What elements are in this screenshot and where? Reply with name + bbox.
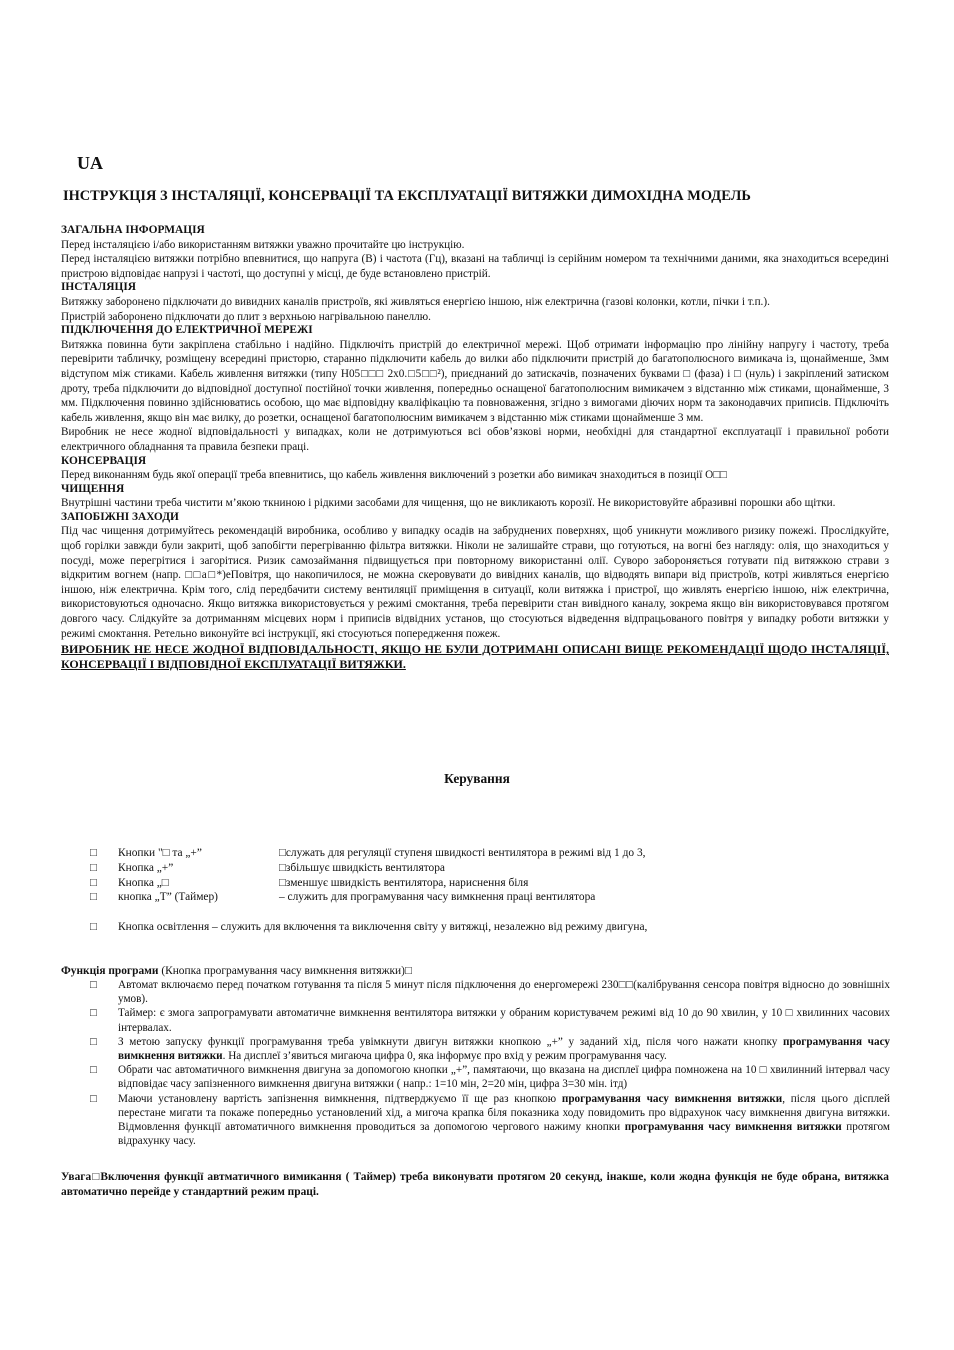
bullet-icon: □: [90, 1035, 97, 1048]
list-item-text: . На дисплеї з’явиться мигаюча цифра 0, яка інформує про вхід у режим програмування часу.: [222, 1050, 667, 1063]
paragraph: Витяжка повинна бути закріплена стабільно і надійно. Підключіть пристрій до електричної мережі. Щоб отримати інформацію про лінійну напругу і частоту, треба перевірити табличку, розміщену всередині присторю, старанно підключити кабель до вилки або підключити пристрій до багатополюсного вимикача із, щонайменше, 3мм відступом між стиками. Кабель живлення витяжки (типу H05□□□ 2x0.□5□□²), приєднаний до затискачів, позначених буквами □ (фаза) і □ (нуль) і закріплений затиском дроту, треба підключити до відповідної доступної постійної точки живлення, попередньо оснащеної багатополюсним вимикачем з відстанню між стиками, щонайменше, 3 мм. Підключення повинно здійснюватись особою, що має відповідну кваліфікацію та повноваження, згідно з вимогами діючих норм та законодавчих приписів. Підключіть кабель живлення, якщо він має вилку, до розетки, оснащеної багатополюсним вимикачем з відстанню між стиками щонайменше 3 мм.: [61, 338, 889, 424]
controls-title: Керування: [444, 771, 510, 786]
program-title: [61, 964, 412, 979]
list-item-text: Автомат включаємо перед початком готування та після 5 минут після підключення до енергомережі 230□□(калібрування сенсора повітря відносно до зовнішніх умов).: [118, 979, 890, 1006]
timer-note: Увага□Включення функції автматичного вимикання ( Таймер) треба виконувати протягом 20 секунд, інакше, коли жодна функція не буде обрана, витяжка автоматично перейде у стандартний режим праці.: [61, 1171, 889, 1198]
paragraph: Перед інсталяцією і/або використанням витяжки уважно прочитайте цю інструкцію.: [61, 238, 465, 251]
list-item-text: З метою запуску функції програмування треба увімкнути двигун витяжки кнопкою „+” у заданий хід, після чого нажати кнопку: [118, 1035, 784, 1048]
list-item: [90, 1035, 890, 1063]
list-item-text: Обрати час автоматичного вимкнення двигуна за допомогою кнопки „+”, памятаючи, що вказана на дисплеї цифра помножена на 10 □ хвилинний інтервал часу відповідає часу запізненного вимкнення двигуна витяжки ( напр.: 1=10 мін, 2=20 мін, цифра 3=30 мін. ітд): [118, 1064, 890, 1091]
document-title: ІНСТРУКЦІЯ З ІНСТАЛЯЦІЇ, КОНСЕРВАЦІЇ ТА ЕКСПЛУАТАЦІЇ ВИТЯЖКИ ДИМОХІДНА МОДЕЛЬ: [63, 188, 751, 204]
bullet-icon: □: [90, 877, 97, 889]
bullet-icon: □: [90, 921, 97, 933]
liability-warning: ВИРОБНИК НЕ НЕСЕ ЖОДНОЇ ВІДПОВІДАЛЬНОСТІ, ЯКЩО НЕ БУЛИ ДОТРИМАНІ ОПИСАНІ ВИЩЕ РЕКОМЕНДАЦІЇ ЩОДО ІНСТАЛЯЦІЇ, КОНСЕРВАЦІЇ І ВІДПОВІДНОЇ ЕКСПЛУАТАЦІЇ ВИТЯЖКИ.: [61, 642, 889, 672]
section-heading-maintenance: КОНСЕРВАЦІЯ: [61, 454, 147, 467]
bullet-icon: □: [90, 1007, 97, 1020]
program-title-rest: (Кнопка програмування часу вимкнення витяжки)□: [158, 965, 412, 977]
control-description: □збільшує швидкість вентилятора: [279, 862, 445, 874]
program-title-bold: Функція програми: [61, 965, 159, 977]
list-item: [90, 1092, 890, 1149]
section-heading-general: ЗАГАЛЬНА ІНФОРМАЦІЯ: [61, 224, 205, 236]
control-description: Кнопка освітлення – служить для включення та виключення світу у витяжці, незалежно від режиму двигуна,: [118, 921, 648, 933]
document-body: [61, 224, 889, 672]
control-label: кнопка „T” (Таймер): [118, 891, 218, 903]
control-label: Кнопка „□: [118, 877, 169, 889]
bullet-icon: □: [90, 862, 97, 874]
list-item-text: Таймер: є змога запрограмувати автоматичне вимкнення вентилятора витяжки у обраним користувачем режимі від 10 до 90 хвилин, у 10 □ хвилинних часових інтервалах.: [118, 1007, 890, 1034]
paragraph: Перед виконанням будь якої операції треба впевнитись, що кабель живлення виключений з розетки або вимикач знаходиться в позиції O□□: [61, 469, 727, 482]
list-item-bold: програмування часу вимкнення витяжки: [624, 1121, 842, 1134]
paragraph: Пристрій заборонено підключати до плит з верхньою нагрівальною панеллю.: [61, 310, 431, 323]
section-heading-cleaning: ЧИЩЕННЯ: [61, 482, 125, 495]
paragraph: Виробник не несе жодної відповідальності у випадках, коли не дотримуються всі обов’язкові норми, необхідні для стандартної експлуатації і правильної роботи електричного обладнання та правила безпеки праці.: [61, 426, 889, 453]
bullet-icon: □: [90, 979, 97, 991]
control-description: – служить для програмування часу вимкнення праці вентилятора: [279, 891, 596, 903]
list-item: [90, 1063, 890, 1091]
language-code: UA: [77, 153, 103, 173]
bullet-icon: □: [90, 1092, 97, 1105]
list-item: [90, 1006, 890, 1034]
bullet-icon: □: [90, 1064, 97, 1077]
list-item-text: протягом відрахунку часу.: [118, 1121, 890, 1148]
paragraph: Перед інсталяцією витяжки потрібно впевнитися, що напруга (В) і частота (Гц), вказані на табличці із серійним номером та технічними даними, яка знаходиться всередині пристрою відповідає напрузі і частоті, що доступні у місці, де буде встановлено пристрій.: [61, 253, 889, 280]
list-item-text: Маючи установлену вартість запізнення вимкнення, підтверджуємо її ще раз кнопкою: [118, 1092, 562, 1105]
control-description: □зменшує швидкість вентилятора, нариснення біля: [279, 877, 529, 889]
section-heading-installation: ІНСТАЛЯЦІЯ: [61, 281, 137, 294]
section-heading-electrical: ПІДКЛЮЧЕННЯ ДО ЕЛЕКТРИЧНОЇ МЕРЕЖІ: [61, 324, 313, 337]
section-heading-precautions: ЗАПОБІЖНІ ЗАХОДИ: [61, 510, 179, 523]
list-item: [90, 978, 890, 1006]
list-item-bold: програмування часу вимкнення витяжки: [561, 1092, 783, 1105]
list-item-text: , після цього дісплей перестане мигати та покаже попередньо установлений хід, а мигоча крапка біля показника ходу повидомить про відрахунок часу вимкнення двигуна витяжки. Відмовлення функції автоматичного вимкнення проводиться за допомогою чергового нажиму кнопки: [118, 1092, 890, 1134]
paragraph: Під час чищення дотримуйтесь рекомендацій виробника, особливо у випадку осадів на забруднених поверхнях, щоб уникнути можливого ризику пожежі. Прослідкуйте, щоб горілки завжди були закриті, щоб запобігти перегріванню фільтра витяжки. Ніколи не залишайте страви, що готуються, на вогні без нагляду: олія, що знаходиться у посуді, може перегрітися і загорітися. Ризик самозаймання підвищується при повторному використанні олії. Суворо забороняється готувати під витяжкою страви з відкритим вогнем (напр. □□а□*)еПовітря, що накопичилося, не можна скеровувати до вивідних каналів, що відводять випари від пристроїв, котрі живляться енергією іншою, ніж електрична. Крім того, слід передбачити систему вентиляції приміщення в ситуації, коли витяжка і пристрої, що живлять енергією іншою, ніж електрична, використовуються одночасно. Якщо витяжка використовується у режимі смоктання, треба перевірити стан вивідного каналу, зокрема якщо він використовувався протягом довгого часу. Слідкуйте за дотриманням місцевих норм і приписів відвідних установ, що стосуються відведення відпрацьованого повітря у випадку роботи витяжки у режимі смоктання. Ретельно виконуйте всі інструкції, які стосуються попередження пожеж.: [61, 525, 889, 640]
control-label: Кнопка „+”: [118, 862, 174, 874]
bullet-icon: □: [90, 847, 97, 859]
control-description: □служать для регуляції ступеня швидкості вентилятора в режимі від 1 до 3,: [279, 847, 646, 859]
paragraph: Витяжку заборонено підключати до вивидних каналів пристроїв, які живляться енергією іншою, ніж електрична (газові колонки, котли, пічки і т.п.).: [61, 295, 770, 308]
control-label: Кнопки "□ та „+”: [118, 847, 202, 859]
program-list: [90, 978, 890, 1148]
bullet-icon: □: [90, 891, 97, 903]
list-item-bold: програмування часу вимкнення витяжки: [118, 1035, 890, 1063]
paragraph: Внутрішні частини треба чистити м’якою ткниною і рідкими засобами для чищення, що не викликають корозії. Не використовуйте абразивні порошки або щітки.: [61, 497, 836, 510]
